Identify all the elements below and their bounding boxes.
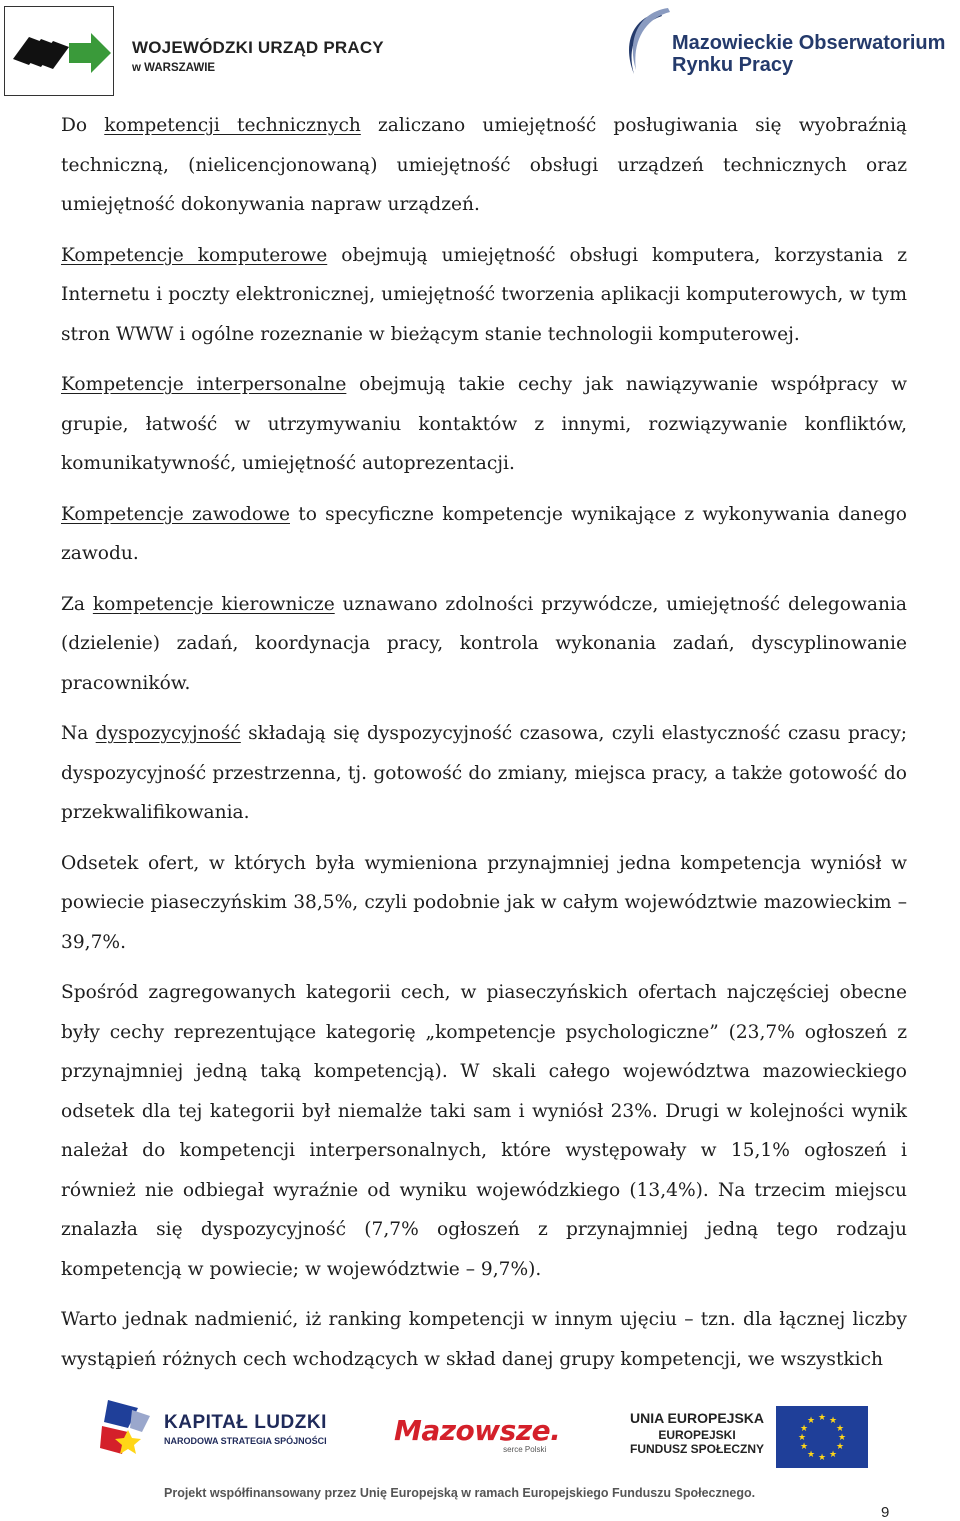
paragraph-professional <box>61 495 907 574</box>
text-run: obejmują takie cechy jak nawiązywanie współpracy w grupie, łatwość w utrzymywaniu kontaktów z innymi, rozwiązywanie konfliktów, komunikatywność, umiejętność autoprezentacji. <box>61 374 907 474</box>
paragraph-interpersonal <box>61 365 907 484</box>
svg-text:★: ★ <box>817 1453 827 1463</box>
svg-text:★: ★ <box>806 1450 816 1460</box>
svg-text:★: ★ <box>806 1416 816 1426</box>
text-run: to specyficzne kompetencje wynikające z wykonywania danego zawodu. <box>61 503 907 564</box>
text-run: Warto jednak nadmienić, iż ranking kompetencji w innym ujęciu – tzn. dla łącznej liczby wystąpień różnych cech wchodzących w skład danej grupy kompetencji, we wszystkich <box>61 1309 907 1370</box>
paragraph-offer-share <box>61 844 907 963</box>
svg-text:★: ★ <box>837 1433 847 1443</box>
eu-fund-line2: FUNDUSZ SPOŁECZNY <box>629 1442 764 1456</box>
mor-title <box>672 32 945 76</box>
paragraph-availability <box>61 714 907 833</box>
page-footer <box>0 1392 960 1520</box>
text-run: składają się dyspozycyjność czasowa, czyli elastyczność czasu pracy; dyspozycyjność przestrzenna, tj. gotowość do zmiany, miejsca pracy, a także gotowość do przekwalifikowania. <box>61 723 907 823</box>
text-run: Do <box>61 115 105 136</box>
paragraph-computer <box>61 236 907 355</box>
svg-text:★: ★ <box>799 1442 809 1452</box>
wup-title <box>132 38 384 74</box>
text-run: zaliczano umiejętność posługiwania się wyobraźnią techniczną, (nielicencjonowaną) umiejętność obsługi urządzeń technicznych oraz umiejętność dokonywania napraw urządzeń. <box>61 115 907 215</box>
text-run: Na <box>61 723 96 744</box>
wup-logo <box>4 6 114 96</box>
svg-text:★: ★ <box>799 1424 809 1434</box>
defined-term: dyspozycyjność <box>95 723 241 744</box>
eu-fund-line1: EUROPEJSKI <box>658 1428 736 1442</box>
svg-text:★: ★ <box>835 1442 845 1452</box>
svg-text:★: ★ <box>835 1424 845 1434</box>
defined-term: Kompetencje interpersonalne <box>61 374 347 395</box>
paragraph-managerial <box>61 585 907 704</box>
svg-text:★: ★ <box>828 1416 838 1426</box>
svg-text:★: ★ <box>797 1433 807 1443</box>
mazowsze-title: Mazowsze. <box>394 1414 561 1447</box>
defined-term: Kompetencje zawodowe <box>61 503 290 525</box>
eu-flag-icon <box>776 1406 868 1468</box>
wup-title-line1: WOJEWÓDZKI URZĄD PRACY <box>132 38 384 57</box>
eu-label <box>628 1410 766 1456</box>
wup-title-line2: w WARSZAWIE <box>132 62 216 74</box>
mazowsze-subtitle: serce Polski <box>503 1445 547 1454</box>
mor-title-line2: Rynku Pracy <box>672 54 794 76</box>
defined-term: kompetencje kierownicze <box>92 593 335 615</box>
star-flag-icon <box>98 1398 152 1462</box>
page-number: 9 <box>881 1504 890 1521</box>
defined-term: kompetencji technicznych <box>104 115 361 136</box>
kapital-ludzki-logo <box>164 1412 327 1446</box>
eu-title: UNIA EUROPEJSKA <box>629 1410 765 1426</box>
text-run: Odsetek ofert, w których była wymieniona przynajmniej jedna kompetencja wyniósł w powiecie piaseczyńskim 38,5%, czyli podobnie jak w całym województwie mazowieckim – 39,7%. <box>61 852 907 953</box>
page-header <box>0 0 960 100</box>
document-body <box>61 106 907 1390</box>
defined-term: Kompetencje komputerowe <box>61 244 328 266</box>
cofinancing-note: Projekt współfinansowany przez Unię Europejską w ramach Europejskiego Funduszu Społecznego. <box>164 1486 756 1500</box>
kl-title: KAPITAŁ LUDZKI <box>164 1412 327 1433</box>
mor-title-line1: Mazowieckie Obserwatorium <box>672 32 946 54</box>
text-run: obejmują umiejętność obsługi komputera, korzystania z Internetu i poczty elektronicznej, umiejętność tworzenia aplikacji komputerowych, w tym stron WWW i ogólne rozeznanie w bieżącym stanie technologii komputerowej. <box>61 244 907 345</box>
svg-text:★: ★ <box>828 1450 838 1460</box>
svg-text:★: ★ <box>817 1413 827 1423</box>
cards-arrow-icon <box>5 7 113 95</box>
kl-subtitle: NARODOWA STRATEGIA SPÓJNOŚCI <box>164 1436 327 1446</box>
paragraph-technical <box>61 106 907 225</box>
text-run: uznawano zdolności przywódcze, umiejętność delegowania (dzielenie) zadań, koordynacja pracy, kontrola wykonania zadań, dyscyplinowanie pracowników. <box>61 593 907 694</box>
text-run: Spośród zagregowanych kategorii cech, w piaseczyńskich ofertach najczęściej obecne były cechy reprezentujące kategorię „kompetencje psychologiczne” (23,7% ogłoszeń z przynajmniej jedną taką kompetencją). W skali całego województwa mazowieckiego odsetek dla tej kategorii był niemalże taki sam i wyniósł 23%. Drugi w kolejności wynik należał do kompetencji interpersonalnych, które występowały w 15,1% ogłoszeń i również nie odbiegał wyraźnie od wyniku wojewódzkiego (13,4%). Na trzecim miejscu znalazła się dyspozycyjność (7,7% ogłoszeń z przynajmniej jedną tego rodzaju kompetencją w powiecie; w województwie – 9,7%). <box>61 982 907 1280</box>
paragraph-ranking <box>61 1300 907 1379</box>
paragraph-categories <box>61 973 907 1289</box>
text-run: Za <box>61 593 93 615</box>
mazowsze-logo <box>394 1414 560 1454</box>
swoosh-icon <box>620 4 680 94</box>
